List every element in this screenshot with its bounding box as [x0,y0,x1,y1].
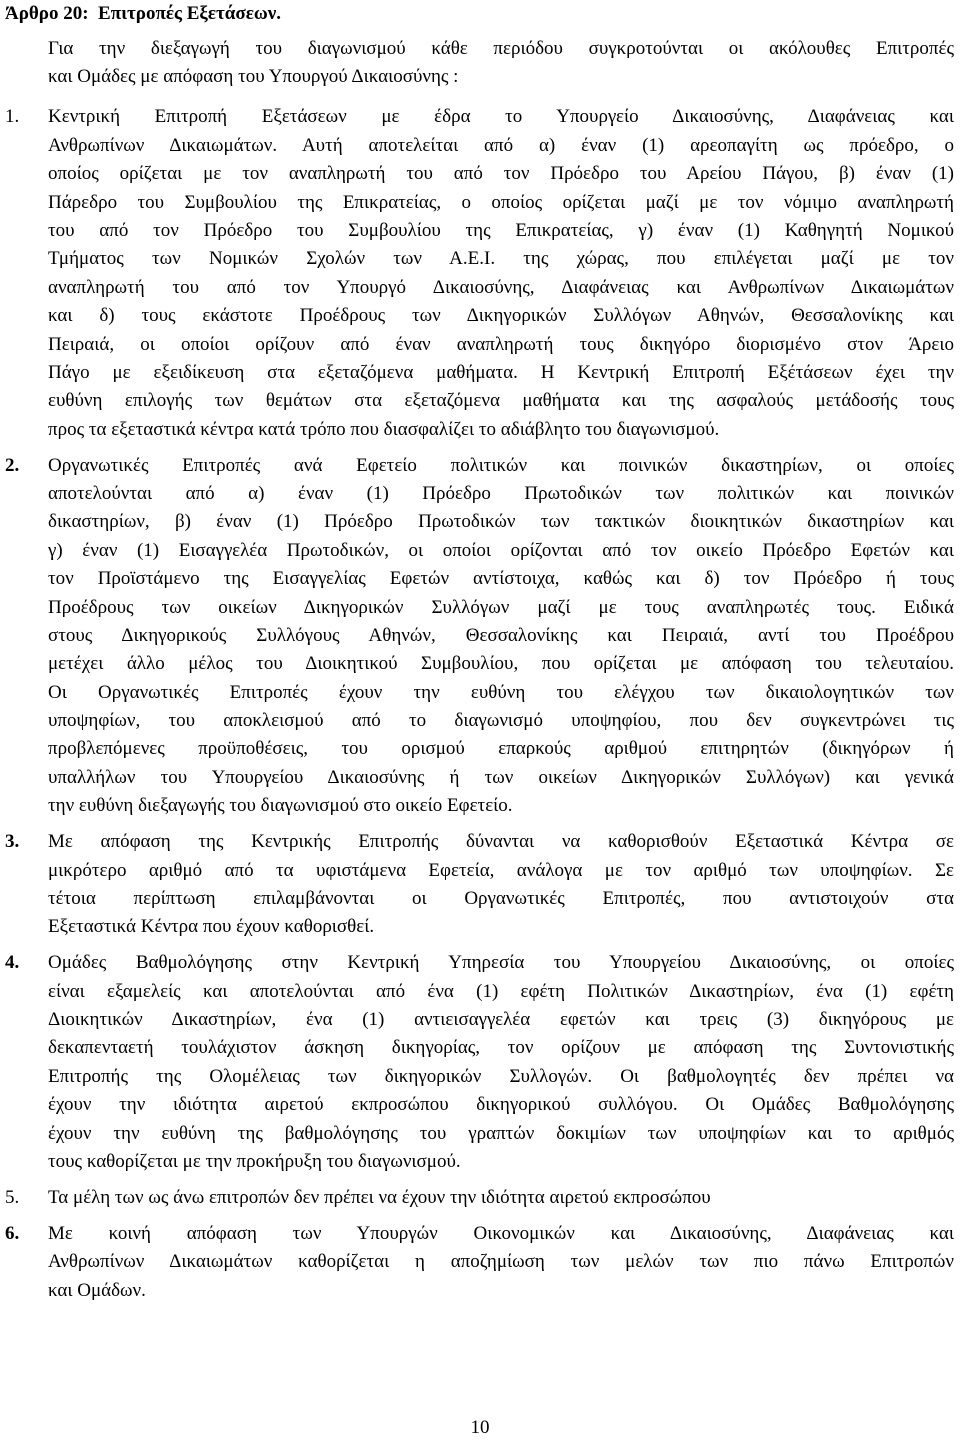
paragraph-line: στους Δικηγορικούς Συλλόγους Αθηνών, Θεσσαλονίκης και Πειραιά, αντί του Προέδρου [48,624,954,646]
paragraph-line: Διοικητικών Δικαστηρίων, ένα (1) αντιεισαγγελέα εφετών και τρεις (3) δικηγόρους με [48,1008,954,1030]
paragraph-line: Προέδρους των οικείων Δικηγορικών Συλλόγων μαζί με τους αναπληρωτές τους. Ειδικά [48,596,954,618]
paragraph-line: Επιτροπής της Ολομέλειας των δικηγορικών Συλλογών. Οι βαθμολογητές δεν πρέπει να [48,1065,954,1087]
paragraph-line: αναπληρωτή του από τον Υπουργό Δικαιοσύνης, Διαφάνειας και Ανθρωπίνων Δικαιωμάτων [48,276,954,298]
paragraph-line: Ανθρωπίνων Δικαιωμάτων. Αυτή αποτελείται από α) έναν (1) αρεοπαγίτη ως πρόεδρο, ο [48,134,954,156]
article-title: Άρθρο 20: Επιτροπές Εξετάσεων. [5,3,281,24]
paragraph-line: του από τον Πρόεδρο του Συμβουλίου της Επικρατείας, γ) έναν (1) Καθηγητή Νομικού [48,219,954,241]
paragraph-line: έχουν την ιδιότητα αιρετού εκπροσώπου δικηγορικού συλλόγου. Οι Ομάδες Βαθμολόγησης [48,1094,954,1116]
paragraph-line: είναι εξαμελείς και αποτελούνται από ένα (1) εφέτη Πολιτικών Δικαστηρίων, ένα (1) εφέτη [48,980,954,1002]
list-item-number: 5. [5,1186,20,1208]
paragraph-line: και Ομάδων. [48,1279,146,1301]
list-item-number: 1. [5,106,20,128]
list-item-4 [5,949,954,1176]
paragraph-line: Εξεταστικά Κέντρα που έχουν καθορισθεί. [48,916,375,938]
paragraph-line: υπαλλήλων του Υπουργείου Δικαιοσύνης ή των οικείων Δικηγορικών Συλλόγων) και γενικά [48,766,954,788]
paragraph-line: Τμήματος των Νομικών Σχολών των Α.Ε.Ι. της χώρας, που επιλέγεται μαζί με τον [48,248,954,270]
paragraph-line: Με κοινή απόφαση των Υπουργών Οικονομικών και Δικαιοσύνης, Διαφάνειας και [48,1222,954,1244]
paragraph-line: γ) έναν (1) Εισαγγελέα Πρωτοδικών, οι οποίοι ορίζονται από τον οικείο Πρόεδρο Εφετών και [48,539,954,561]
paragraph-line: δικαστηρίων, β) έναν (1) Πρόεδρο Πρωτοδικών των τακτικών διοικητικών δικαστηρίων και [48,511,954,533]
paragraph-line: Ομάδες Βαθμολόγησης στην Κεντρική Υπηρεσία του Υπουργείου Δικαιοσύνης, οι οποίες [48,952,954,974]
intro-line: και Ομάδες με απόφαση του Υπουργού Δικαιοσύνης : [48,66,459,88]
intro-paragraph [48,35,954,92]
paragraph-line: Ανθρωπίνων Δικαιωμάτων καθορίζεται η αποζημίωση των μελών των πιο πάνω Επιτροπών [48,1251,954,1273]
paragraph-line: Πειραιά, οι οποίοι ορίζουν από έναν αναπληρωτή τους δικηγόρο διορισμένο στον Άρειο [48,333,954,355]
list-item-number: 2. [5,454,20,476]
paragraph-line: ευθύνη επιλογής των θεμάτων στα εξεταζόμενα μαθήματα και της ασφαλούς μετάδοσής τους [48,390,954,412]
paragraph-line: Πάρεδρο του Συμβουλίου της Επικρατείας, ο οποίος ορίζεται μαζί με τον νόμιμο αναπληρωτή [48,191,954,213]
paragraph-line: έχουν την ευθύνη της βαθμολόγησης του γραπτών δοκιμίων των υποψηφίων και το αριθμός [48,1122,954,1144]
list-item-number: 4. [5,952,20,974]
list-item-3 [5,828,954,942]
paragraph-line: προς τα εξεταστικά κέντρα κατά τρόπο που διασφαλίζει το αδιάβλητο του διαγωνισμού. [48,418,720,440]
paragraph-line: Πάγο με εξειδίκευση στα εξεταζόμενα μαθήματα. Η Κεντρική Επιτροπή Εξέτάσεων έχει την [48,361,954,383]
paragraph-line: Οργανωτικές Επιτροπές ανά Εφετείο πολιτικών και ποινικών δικαστηρίων, οι οποίες [48,454,954,476]
paragraph-line: μετέχει άλλο μέλος του Διοικητικού Συμβουλίου, που ορίζεται με απόφαση του τελευταίου. [48,653,954,675]
paragraph-line: μικρότερο αριθμό από τα υφιστάμενα Εφετεία, ανάλογα με τον αριθμό των υποψηφίων. Σε [48,859,954,881]
paragraph-line: αποτελούνται από α) έναν (1) Πρόεδρο Πρωτοδικών των πολιτικών και ποινικών [48,482,954,504]
list-item-2 [5,452,954,821]
list-item-number: 6. [5,1222,20,1244]
paragraph-line: την ευθύνη διεξαγωγής του διαγωνισμού στο οικείο Εφετείο. [48,795,513,817]
paragraph-line: οποίος ορίζεται με τον αναπληρωτή του από τον Πρόεδρο του Αρείου Πάγου, β) έναν (1) [48,163,954,185]
paragraph-line: Τα μέλη των ως άνω επιτροπών δεν πρέπει να έχουν την ιδιότητα αιρετού εκπροσώπου [48,1186,711,1208]
paragraph-line: Οι Οργανωτικές Επιτροπές έχουν την ευθύνη του ελέγχου των δικαιολογητικών των [48,681,954,703]
paragraph-line: τέτοια περίπτωση επιλαμβάνονται οι Οργανωτικές Επιτροπές, που αντιστοιχούν στα [48,887,954,909]
page-number: 10 [470,1417,490,1438]
committee-list [5,103,954,1305]
paragraph-line: Με απόφαση της Κεντρικής Επιτροπής δύνανται να καθορισθούν Εξεταστικά Κέντρα σε [48,831,954,853]
paragraph-line: δεκαπενταετή τουλάχιστον άσκηση δικηγορίας, τον ορίζουν με απόφαση της Συντονιστικής [48,1037,954,1059]
paragraph-line: τους καθορίζεται με την προκήρυξη του διαγωνισμού. [48,1150,461,1172]
list-item-number: 3. [5,831,20,853]
paragraph-line: και δ) τους εκάστοτε Προέδρους των Δικηγορικών Συλλόγων Αθηνών, Θεσσαλονίκης και [48,305,954,327]
list-item-5 [5,1184,954,1212]
paragraph-line: υποψηφίων, του αποκλεισμού από το διαγωνισμό υποψηφίου, που δεν συγκεντρώνει τις [48,710,954,732]
intro-line: Για την διεξαγωγή του διαγωνισμού κάθε περιόδου συγκροτούνται οι ακόλουθες Επιτροπές [48,38,954,59]
paragraph-line: Κεντρική Επιτροπή Εξετάσεων με έδρα το Υπουργείο Δικαιοσύνης, Διαφάνειας και [48,106,954,128]
article-body [5,35,954,1305]
paragraph-line: προβλεπόμενες προϋποθέσεις, του ορισμού επαρκούς αριθμού επιτηρητών (δικηγόρων ή [48,738,954,760]
list-item-1 [5,103,954,444]
paragraph-line: τον Προϊστάμενο της Εισαγγελίας Εφετών αντίστοιχα, καθώς και δ) τον Πρόεδρο ή τους [48,568,954,590]
list-item-6 [5,1220,954,1305]
